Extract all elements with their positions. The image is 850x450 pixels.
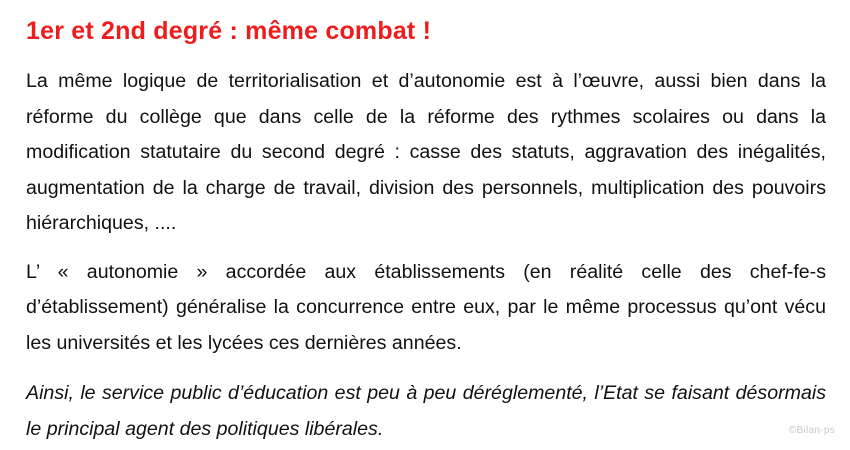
document-body <box>26 14 826 447</box>
paragraph-territorialisation: La même logique de territorialisation et d’autonomie est à l’œuvre, aussi bien dans la réforme du collège que dans celle de la réforme des rythmes scolaires ou dans la modification statutaire du second degré : casse des statuts, aggravation des inégalités, augmentation de la charge de travail, division des personnels, multiplication des pouvoirs hiérarchiques, .... <box>26 70 826 234</box>
paragraph-conclusion: Ainsi, le service public d’éducation est peu à peu déréglementé, l’Etat se faisant désormais le principal agent des politiques libérales. <box>26 382 826 440</box>
paragraph-autonomie: L’ « autonomie » accordée aux établissements (en réalité celle des chef-fe-s d’établissement) généralise la concurrence entre eux, par le même processus qu’ont vécu les universités et les lycées ces dernières années. <box>26 260 826 354</box>
watermark: ©Bilan-ps <box>788 425 835 436</box>
document-title: 1er et 2nd degré : même combat ! <box>26 17 432 45</box>
